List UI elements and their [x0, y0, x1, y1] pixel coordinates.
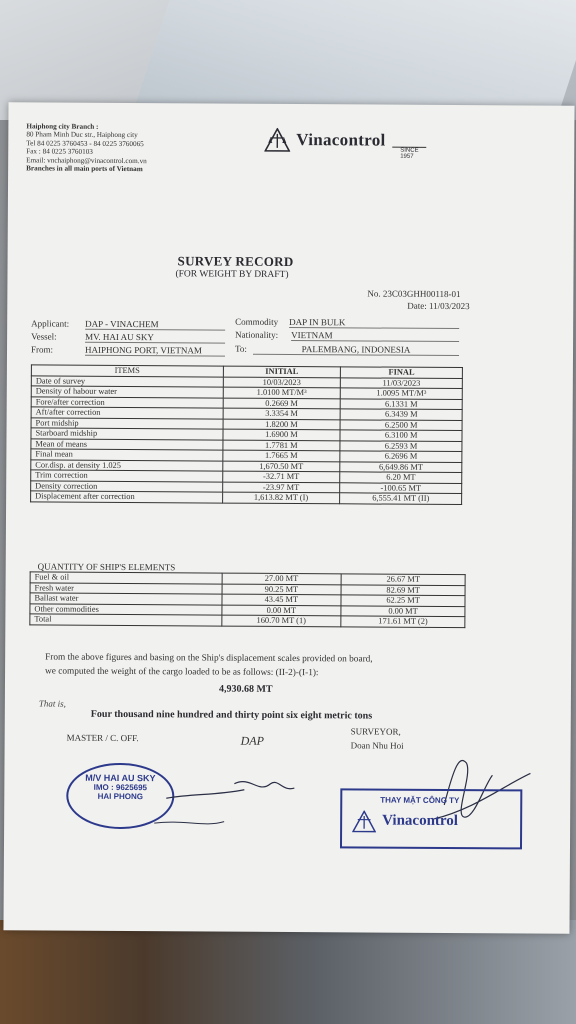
stamp-imo-line: IMO : 9625695	[93, 782, 148, 793]
table-row	[31, 491, 462, 504]
row-label: Total	[30, 614, 222, 626]
row-initial: 1.7665 M	[222, 450, 340, 461]
commodity-value: DAP IN BULK	[289, 317, 459, 329]
header-items: ITEMS	[31, 365, 223, 377]
page-title: SURVEY RECORD	[177, 253, 294, 270]
branch-line-0: Haiphong city Branch :	[26, 122, 99, 131]
branch-line-5: Branches in all main ports of Vietnam	[26, 164, 143, 174]
row-final: 6.2500 M	[340, 419, 462, 430]
row-label: Displacement after correction	[31, 491, 223, 503]
ship-elements-table	[29, 571, 465, 627]
row-label: Aft/after correction	[31, 407, 223, 419]
row-final: 26.67 MT	[341, 574, 465, 585]
surveyor-label: SURVEYOR,	[350, 726, 401, 737]
record-number: No. 23C03GHH00118-01	[367, 288, 461, 300]
row-final: 6.3100 M	[340, 430, 462, 441]
row-final: 11/03/2023	[341, 377, 463, 388]
that-is-label: That is,	[38, 698, 66, 709]
row-initial: 0.2669 M	[223, 398, 341, 409]
row-final: 6.2593 M	[340, 440, 462, 451]
row-label: Trim correction	[31, 470, 223, 482]
row-final: 6.1331 M	[340, 398, 462, 409]
row-label: Fresh water	[30, 582, 222, 594]
row-label: Date of survey	[31, 375, 223, 387]
row-initial: 10/03/2023	[223, 377, 341, 388]
applicant-label: Applicant:	[31, 318, 70, 329]
row-initial: -23.97 MT	[222, 482, 340, 493]
from-value: HAIPHONG PORT, VIETNAM	[85, 345, 225, 357]
commodity-label: Commodity	[235, 316, 279, 327]
vessel-label: Vessel:	[31, 331, 57, 342]
branch-info	[26, 122, 147, 173]
row-label: Other commodities	[30, 603, 222, 615]
row-label: Density correction	[31, 480, 223, 492]
row-initial: 1.8200 M	[223, 419, 341, 430]
master-label: MASTER / C. OFF.	[66, 732, 139, 744]
row-initial: 160.70 MT (1)	[221, 615, 341, 626]
stamp-port-line: HAI PHONG	[97, 791, 143, 802]
row-label: Starboard midship	[31, 428, 223, 440]
row-final: -100.65 MT	[340, 482, 462, 493]
row-final: 6.20 MT	[340, 472, 462, 483]
surveyor-name: Doan Nhu Hoi	[350, 740, 404, 751]
to-label: To:	[235, 343, 247, 354]
row-final: 0.00 MT	[341, 605, 465, 616]
from-label: From:	[30, 344, 54, 355]
elements-heading: QUANTITY OF SHIP'S ELEMENTS	[37, 561, 176, 573]
row-label: Ballast water	[30, 593, 222, 605]
draft-survey-table	[30, 364, 463, 504]
row-label: Mean of means	[31, 438, 223, 450]
row-label: Fuel & oil	[30, 572, 222, 584]
row-initial: -32.71 MT	[222, 471, 340, 482]
nationality-value: VIETNAM	[291, 330, 459, 342]
row-final: 6.3439 M	[340, 409, 462, 420]
row-final: 1.0095 MT/M³	[340, 388, 462, 399]
scales-icon	[264, 128, 290, 152]
row-initial: 1.0100 MT/M³	[223, 387, 341, 398]
row-initial: 43.45 MT	[221, 594, 341, 605]
nationality-label: Nationality:	[235, 329, 279, 340]
conclusion-line-2: we computed the weight of the cargo loaded to be as follows: (II-2)-(I-1):	[45, 666, 319, 679]
row-label: Density of habour water	[31, 386, 223, 398]
row-initial: 27.00 MT	[222, 573, 342, 584]
document-page	[3, 102, 574, 933]
vinacontrol-logo	[264, 128, 419, 160]
row-label: Final mean	[31, 449, 223, 461]
conclusion-line-1: From the above figures and basing on the Ship's displacement scales provided on board,	[45, 652, 373, 665]
branch-line-4: Email: vnchaiphong@vinacontrol.com.vn	[26, 156, 147, 165]
row-initial: 0.00 MT	[221, 605, 341, 616]
stamp-on-behalf: THAY MẶT CÔNG TY	[380, 795, 460, 806]
row-final: 171.61 MT (2)	[341, 616, 465, 627]
header-final: FINAL	[341, 367, 463, 378]
row-initial: 1.7781 M	[222, 440, 340, 451]
stamp-vessel-line: M/V HAI AU SKY	[85, 772, 156, 784]
table-row-total	[30, 614, 465, 627]
row-initial: 1,613.82 MT (I)	[222, 492, 340, 503]
branch-line-2: Tel 84 0225 3760453 - 84 0225 3760065	[26, 139, 144, 148]
logo-since: SINCE 1957	[392, 147, 426, 160]
vinacontrol-stamp	[340, 788, 522, 849]
row-label: Fore/after correction	[31, 396, 223, 408]
page-subtitle: (FOR WEIGHT BY DRAFT)	[175, 269, 289, 280]
row-final: 6.2696 M	[340, 451, 462, 462]
header-initial: INITIAL	[223, 366, 341, 377]
record-date: Date: 11/03/2023	[407, 300, 470, 312]
row-label: Port midship	[31, 417, 223, 429]
logo-name: Vinacontrol	[296, 130, 386, 150]
row-initial: 1,670.50 MT	[222, 461, 340, 472]
vessel-value: MV. HAI AU SKY	[85, 332, 225, 344]
row-initial: 90.25 MT	[222, 584, 342, 595]
row-final: 82.69 MT	[341, 584, 465, 595]
to-value: PALEMBANG, INDONESIA	[253, 344, 459, 356]
stamp-company-name: Vinacontrol	[382, 812, 459, 830]
dap-signature-label: DAP	[240, 733, 265, 748]
row-final: 6,649.86 MT	[340, 461, 462, 472]
branch-line-3: Fax : 84 0225 3760103	[26, 147, 93, 157]
background-glass	[131, 0, 576, 120]
row-label: Cor.disp. at density 1.025	[31, 459, 223, 471]
row-initial: 1.6900 M	[223, 429, 341, 440]
cargo-weight: 4,930.68 MT	[218, 683, 273, 695]
applicant-value: DAP - VINACHEM	[85, 319, 225, 331]
row-final: 6,555.41 MT (II)	[340, 493, 462, 504]
row-final: 62.25 MT	[341, 595, 465, 606]
background-bottom	[0, 920, 576, 1024]
stamp-scales-icon	[352, 810, 376, 832]
branch-line-1: 80 Pham Minh Duc str., Haiphong city	[26, 130, 138, 140]
row-initial: 3.3354 M	[223, 408, 341, 419]
cargo-weight-words: Four thousand nine hundred and thirty point six eight metric tons	[90, 708, 373, 722]
